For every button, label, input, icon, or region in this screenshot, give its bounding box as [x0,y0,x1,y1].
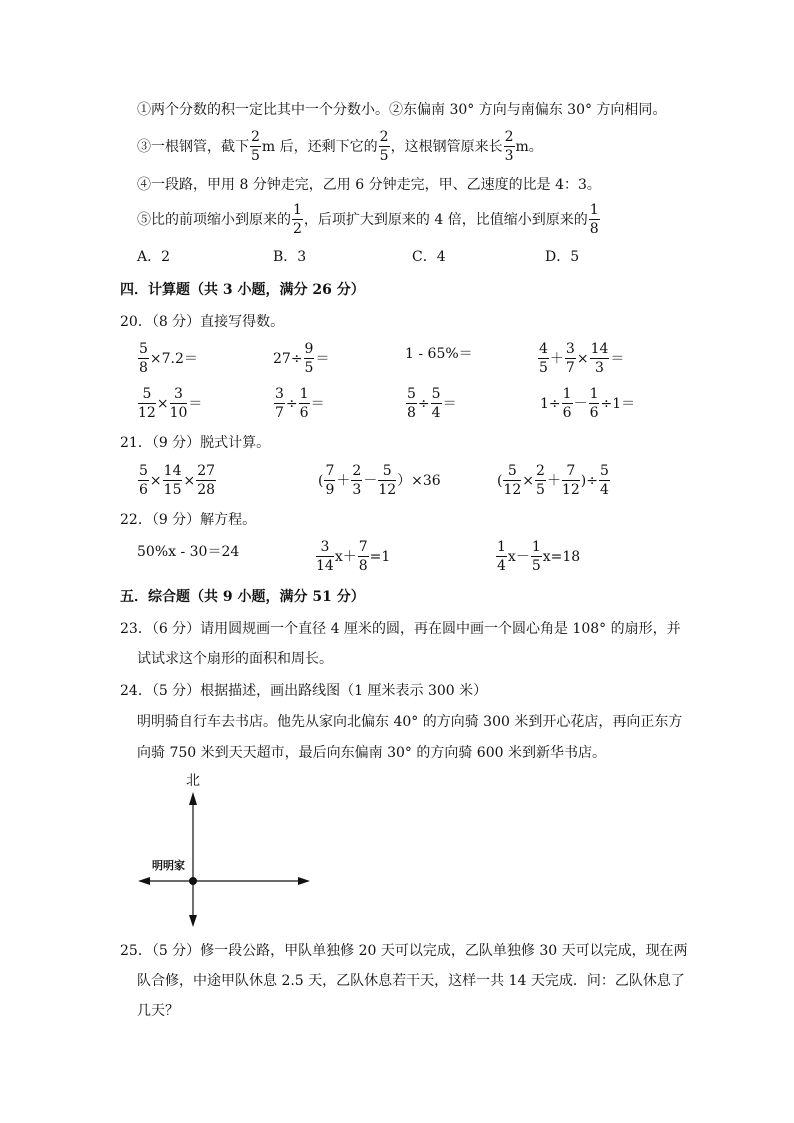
option-a: A．2 [137,249,171,265]
q25-line-2: 队合修，中途甲队休息 2.5 天，乙队休息若干天，这样一共 14 天完成．问：乙队休息了 [137,973,685,989]
equals-sign: ＝ [310,395,325,412]
q20-r2c3 [405,387,457,420]
variable: x [334,548,343,565]
q24-line-3: 向骑 750 米到天天超市，最后向东偏南 30° 的方向骑 600 米到新华书店。 [137,745,606,761]
q19-item-3-text-a: ③一根钢管，截下 [137,138,249,155]
expression-text: =1 [369,548,391,565]
option-c: C．4 [412,249,446,265]
fraction: $\frac{1}{5}$ [531,539,541,574]
expression-text: 1÷ [540,395,561,412]
fraction: $\frac{3}{14}$ [316,539,334,574]
fraction: $\frac{14}{15}$ [163,463,182,498]
operator: × [576,350,589,367]
operator: ＋ [549,350,564,367]
fraction: $\frac{5}{4}$ [599,463,609,498]
operator: ÷ [285,395,298,412]
equals-sign: ＝ [610,350,625,367]
q19-item-3-text-d: m。 [515,138,543,155]
fraction: $\frac{2}{5}$ [536,463,545,498]
home-point [189,877,197,885]
operator: － [573,395,588,412]
q22-equation-2 [315,540,390,573]
fraction: $\frac{14}{3}$ [590,341,609,376]
q19-item-3-text-c: ，这根钢管原来长 [390,138,503,155]
expression-text: ）×36 [397,472,441,489]
variable: x [507,548,516,565]
q21-problem-1 [137,464,217,497]
operator: × [149,472,162,489]
operator: － [515,548,530,565]
q20-r1c2 [273,342,329,375]
q19-item-5 [137,203,601,236]
q24-line-1: 24．（5 分）根据描述，画出路线图（1 厘米表示 300 米） [120,683,488,699]
expression-text: ×7.2＝ [149,350,198,367]
fraction: $\frac{5}{6}$ [139,463,148,498]
home-label: 明明家 [152,859,185,872]
operator: × [522,472,535,489]
operator: × [156,395,169,412]
south-arrow-icon [189,915,197,927]
operator: ＋ [342,548,357,565]
equals-sign: ＝ [188,395,203,412]
expression-text: 27÷ [273,350,303,367]
operator: ÷ [417,395,430,412]
fraction: $\frac{2}{3}$ [352,463,362,498]
q19-item-2: ②东偏南 30° 方向与南偏东 30° 方向相同。 [389,102,667,118]
q23-line-2: 试试求这个扇形的面积和周长。 [137,651,333,667]
fraction: $\frac{1}{6}$ [562,386,572,421]
operator: － [363,472,378,489]
q19-item-3-text-b: m 后，还剩下它的 [261,138,378,155]
fraction: $\frac{2}{5}$ [251,129,260,164]
fraction: $\frac{3}{7}$ [565,341,575,376]
fraction: $\frac{7}{12}$ [561,463,580,498]
fraction: $\frac{7}{8}$ [358,539,368,574]
north-label: 北 [186,773,200,789]
fraction: $\frac{5}{8}$ [407,386,416,421]
fraction: $\frac{1}{4}$ [497,539,506,574]
equals-sign: ＝ [315,350,330,367]
q20-r1c4 [537,342,624,375]
one-digit: 1 [612,395,622,412]
fraction: $\frac{5}{12}$ [503,463,522,498]
west-arrow-icon [138,877,150,885]
equals-sign: ＝ [442,395,457,412]
fraction: $\frac{5}{4}$ [431,386,441,421]
operator: ÷ [586,472,598,489]
fraction: $\frac{5}{12}$ [378,463,397,498]
fraction: $\frac{5}{12}$ [138,386,156,421]
fraction: $\frac{4}{5}$ [539,341,548,376]
q25-line-3: 几天？ [137,1003,179,1019]
q20-r2c4 [540,387,635,420]
north-arrow-icon [189,792,197,805]
q22-equation-1: 50%x - 30＝24 [137,544,240,560]
fraction: $\frac{7}{9}$ [325,463,335,498]
q20-r1c3: 1 - 65%＝ [405,346,473,362]
q22-equation-3 [495,540,580,573]
section-5-heading: 五．综合题（共 9 小题，满分 51 分） [120,589,365,605]
close-paren: ) [580,472,587,489]
q19-line-1 [137,103,666,117]
q19-item-3 [137,130,543,163]
q19-item-5-text-b: ，后项扩大到原来的 4 倍，比值缩小到原来的 [303,211,588,228]
equals-sign: ＝ [621,395,636,412]
q20-title: 20．（8 分）直接写得数。 [120,314,285,330]
fraction: $\frac{27}{28}$ [197,463,216,498]
q22-title: 22．（9 分）解方程。 [120,512,257,528]
fraction: $\frac{1}{6}$ [589,386,599,421]
fraction: $\frac{1}{8}$ [589,202,599,237]
fraction: $\frac{3}{7}$ [275,386,284,421]
route-diagram [130,765,330,935]
operator: ÷ [600,395,613,412]
q20-r2c2 [273,387,325,420]
q20-r2c1 [137,387,202,420]
fraction: $\frac{3}{10}$ [169,386,188,421]
option-d: D．5 [545,249,580,265]
q19-item-4: ④一段路，甲用 8 分钟走完，乙用 6 分钟走完，甲、乙速度的比是 4：3。 [137,177,601,193]
q21-problem-3 [497,464,611,497]
fraction: $\frac{1}{2}$ [293,202,302,237]
q21-title: 21．（9 分）脱式计算。 [120,435,271,451]
operator: × [183,472,196,489]
operator: ＋ [546,472,561,489]
section-4-heading: 四．计算题（共 3 小题，满分 26 分） [120,282,365,298]
fraction: $\frac{9}{5}$ [304,341,314,376]
fraction: $\frac{2}{3}$ [504,129,514,164]
q20-r1c1 [137,342,198,375]
q19-item-5-text-a: ⑤比的前项缩小到原来的 [137,211,291,228]
q24-line-2: 明明骑自行车去书店。他先从家向北偏东 40° 的方向骑 300 米到开心花店，再向正东方 [137,714,683,730]
q23-line-1: 23．（6 分）请用圆规画一个直径 4 厘米的圆，再在圆中画一个圆心角是 108° 的扇形，并 [120,621,681,637]
fraction: $\frac{1}{6}$ [299,386,309,421]
open-paren: ( [318,472,324,489]
variable: x [542,548,551,565]
expression-text: =18 [550,548,581,565]
operator: ＋ [336,472,351,489]
q25-line-1: 25．（5 分）修一段公路，甲队单独修 20 天可以完成，乙队单独修 30 天可以完成，现在两 [120,943,688,959]
q21-problem-2 [318,464,441,497]
fraction: $\frac{5}{8}$ [139,341,148,376]
q19-item-1: ①两个分数的积一定比其中一个分数小。 [137,102,389,118]
option-b: B．3 [273,249,307,265]
east-arrow-icon [298,877,310,885]
open-paren: ( [497,472,503,489]
fraction: $\frac{2}{5}$ [379,129,389,164]
